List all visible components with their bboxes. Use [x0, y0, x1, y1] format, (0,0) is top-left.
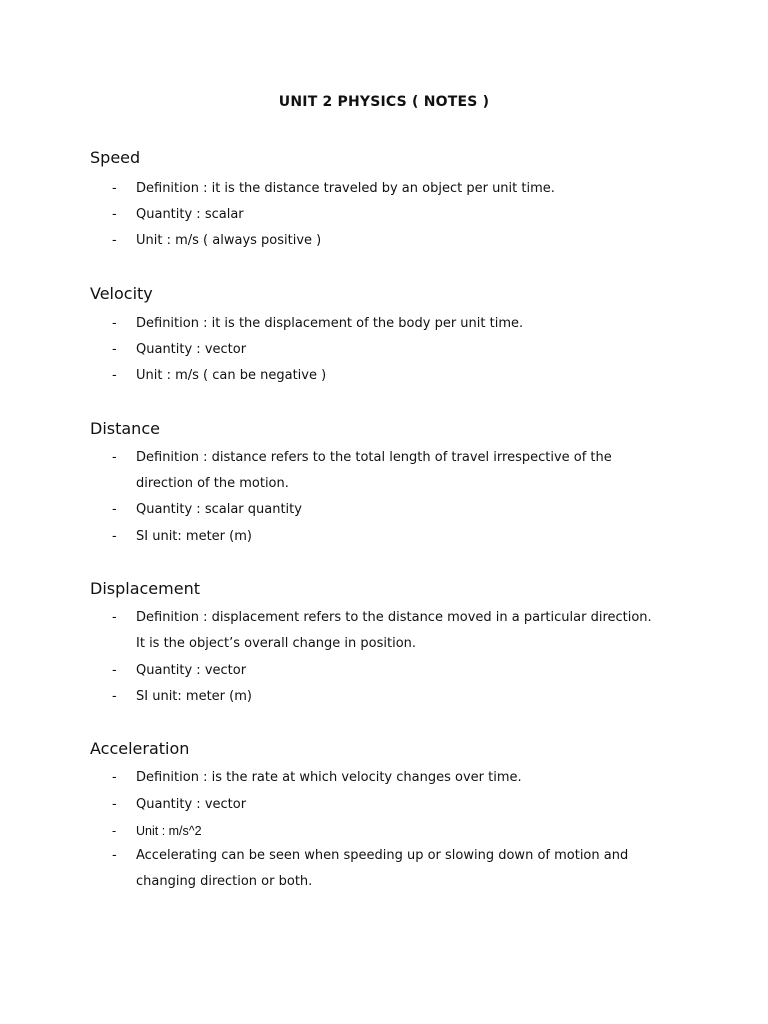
item-text: Quantity : vector	[136, 797, 247, 812]
item-text: SI unit: meter (m)	[136, 529, 252, 544]
section-heading: Velocity	[90, 284, 153, 303]
bullet-dash: -	[112, 368, 117, 383]
bullet-dash: -	[112, 233, 117, 248]
bullet-dash: -	[112, 450, 117, 465]
item-text-continued: changing direction or both.	[136, 874, 313, 889]
item-text: Quantity : scalar quantity	[136, 502, 302, 517]
bullet-dash: -	[112, 610, 117, 625]
bullet-dash: -	[112, 824, 117, 838]
item-text: SI unit: meter (m)	[136, 689, 252, 704]
bullet-dash: -	[112, 181, 117, 196]
item-text: Quantity : scalar	[136, 207, 244, 222]
item-text: Definition : it is the displacement of the body per unit time.	[136, 316, 524, 331]
section-heading: Acceleration	[90, 739, 190, 758]
section-heading: Distance	[90, 419, 160, 438]
bullet-dash: -	[112, 207, 117, 222]
bullet-dash: -	[112, 797, 117, 812]
item-text: Definition : it is the distance traveled by an object per unit time.	[136, 181, 555, 196]
item-text-continued: It is the object’s overall change in position.	[136, 636, 417, 651]
bullet-dash: -	[112, 316, 117, 331]
bullet-dash: -	[112, 342, 117, 357]
item-text: Quantity : vector	[136, 342, 247, 357]
item-text: Definition : is the rate at which velocity changes over time.	[136, 770, 522, 785]
section-heading: Speed	[90, 148, 141, 167]
item-text: Unit : m/s ( can be negative )	[136, 368, 327, 383]
item-text: Definition : distance refers to the total length of travel irrespective of the	[136, 450, 612, 465]
item-text: Unit : m/s^2	[136, 824, 202, 838]
bullet-dash: -	[112, 663, 117, 678]
item-text-continued: direction of the motion.	[136, 476, 289, 491]
item-text: Unit : m/s ( always positive )	[136, 233, 322, 248]
item-text: Definition : displacement refers to the distance moved in a particular direction.	[136, 610, 652, 625]
item-text: Quantity : vector	[136, 663, 247, 678]
bullet-dash: -	[112, 770, 117, 785]
item-text: Accelerating can be seen when speeding up or slowing down of motion and	[136, 848, 629, 863]
document-title: UNIT 2 PHYSICS ( NOTES )	[278, 94, 490, 110]
bullet-dash: -	[112, 848, 117, 863]
bullet-dash: -	[112, 529, 117, 544]
bullet-dash: -	[112, 689, 117, 704]
section-heading: Displacement	[90, 579, 200, 598]
bullet-dash: -	[112, 502, 117, 517]
